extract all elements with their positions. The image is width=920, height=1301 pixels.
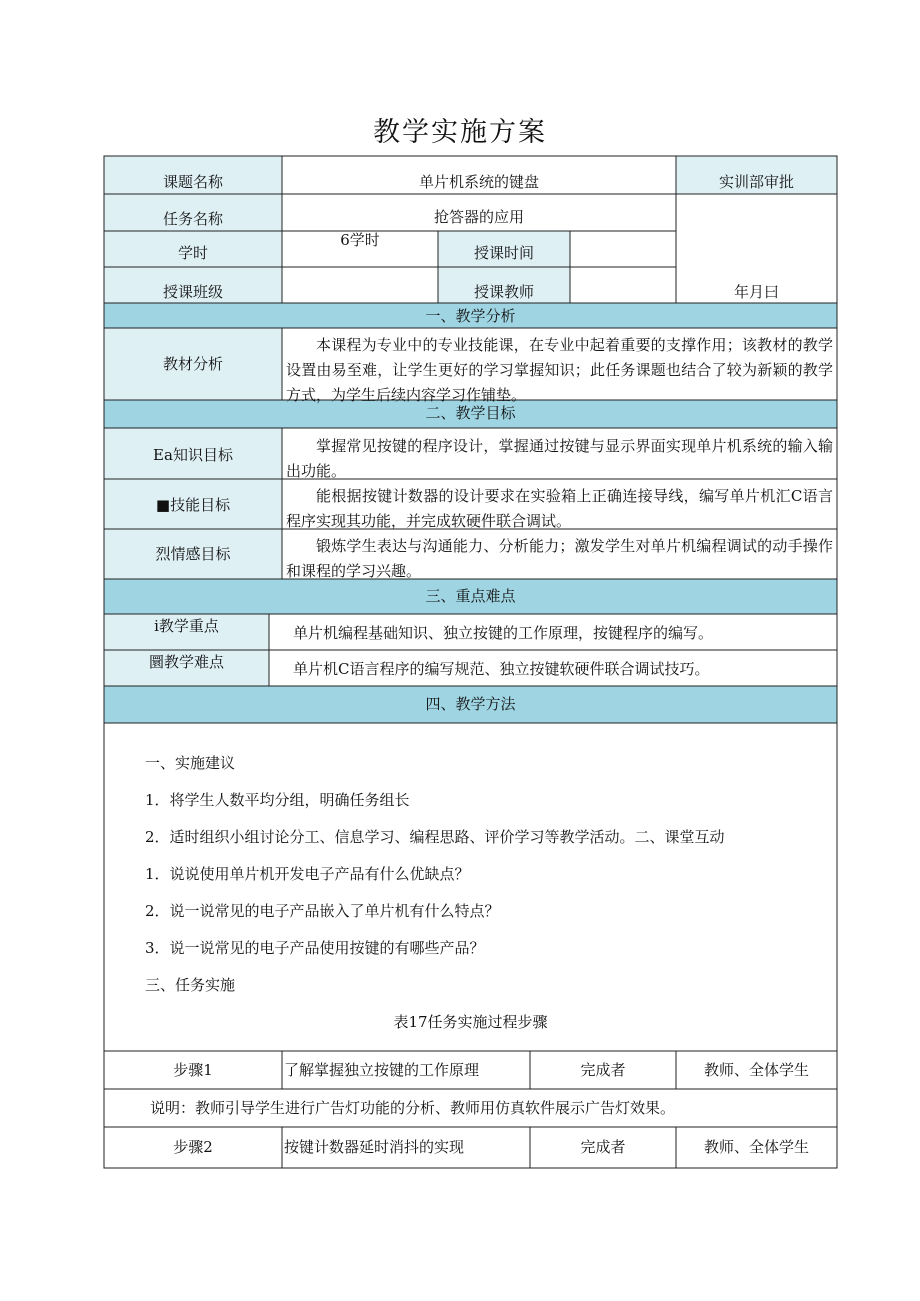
section-title-keypoints: 三、重点难点 [425, 587, 516, 605]
step-performer-label: 完成者 [580, 1138, 626, 1156]
section-title-goals: 二、教学目标 [425, 404, 516, 422]
table-caption: 表17任务实施过程步骤 [393, 1013, 548, 1031]
step-note: 说明：教师引导学生进行广告灯功能的分析、教师用仿真软件展示广告灯效果。 [150, 1099, 676, 1117]
knowledge-label: Ea知识目标 [153, 446, 233, 464]
section-title-methods: 四、教学方法 [425, 695, 516, 713]
step-content: 了解掌握独立按键的工作原理 [284, 1061, 480, 1079]
step-label: 步骤1 [173, 1061, 213, 1079]
task-value: 抢答器的应用 [433, 208, 524, 226]
approval-label: 实训部审批 [718, 173, 794, 191]
step-performer: 教师、全体学生 [703, 1138, 809, 1156]
task-label: 任务名称 [162, 210, 223, 228]
document-title: 教学实施方案 [373, 117, 547, 148]
step-content: 按键计数器延时消抖的实现 [284, 1138, 465, 1156]
topic-label: 课题名称 [162, 173, 223, 191]
emotion-text: 锻炼学生表达与沟通能力、分析能力；激发学生对单片机编程调试的动手操作和课程的学习兴趣。 [286, 537, 833, 580]
analysis-label: 教材分析 [162, 355, 223, 373]
method-line: 2．适时组织小组讨论分工、信息学习、编程思路、评价学习等教学活动。二、课堂互动 [145, 828, 725, 846]
analysis-text: 本课程为专业中的专业技能课，在专业中起着重要的支撑作用；该教材的教学设置由易至难，让学生更好的学习掌握知识；此任务课题也结合了较为新颖的教学方式，为学生后续内容学习作铺垫。 [286, 336, 833, 404]
method-line: 2．说一说常见的电子产品嵌入了单片机有什么特点？ [145, 902, 500, 920]
step-performer-label: 完成者 [580, 1061, 626, 1079]
step-label: 步骤2 [173, 1138, 213, 1156]
hours-value: 6学时 [340, 231, 380, 249]
time-label: 授课时间 [473, 244, 534, 262]
skill-text: 能根据按键计数器的设计要求在实验箱上正确连接导线，编写单片机汇C语言程序实现其功能，并完成软硬件联合调试。 [286, 487, 833, 530]
method-line: 1．将学生人数平均分组，明确任务组长 [145, 791, 410, 809]
emotion-label: 烈情感目标 [155, 545, 231, 563]
method-line: 1．说说使用单片机开发电子产品有什么优缺点？ [145, 865, 470, 883]
topic-value: 单片机系统的键盘 [418, 173, 539, 191]
teacher-label: 授课教师 [473, 283, 534, 301]
class-label: 授课班级 [162, 283, 223, 301]
method-line: 三、任务实施 [145, 976, 236, 994]
difficulty-label: 圜教学难点 [148, 653, 224, 671]
section-title-analysis: 一、教学分析 [425, 307, 516, 325]
knowledge-text: 掌握常见按键的程序设计，掌握通过按键与显示界面实现单片机系统的输入输出功能。 [286, 437, 833, 480]
difficulty-text: 单片机C语言程序的编写规范、独立按键软硬件联合调试技巧。 [293, 660, 710, 678]
method-line: 一、实施建议 [145, 754, 236, 772]
hours-label: 学时 [177, 244, 208, 262]
focus-label: i教学重点 [154, 617, 219, 635]
step-performer: 教师、全体学生 [703, 1061, 809, 1079]
focus-text: 单片机编程基础知识、独立按键的工作原理，按键程序的编写。 [293, 624, 714, 642]
method-line: 3．说一说常见的电子产品使用按键的有哪些产品？ [145, 939, 485, 957]
skill-label: ■技能目标 [155, 496, 231, 514]
approval-date-label: 年月曰 [733, 283, 779, 301]
